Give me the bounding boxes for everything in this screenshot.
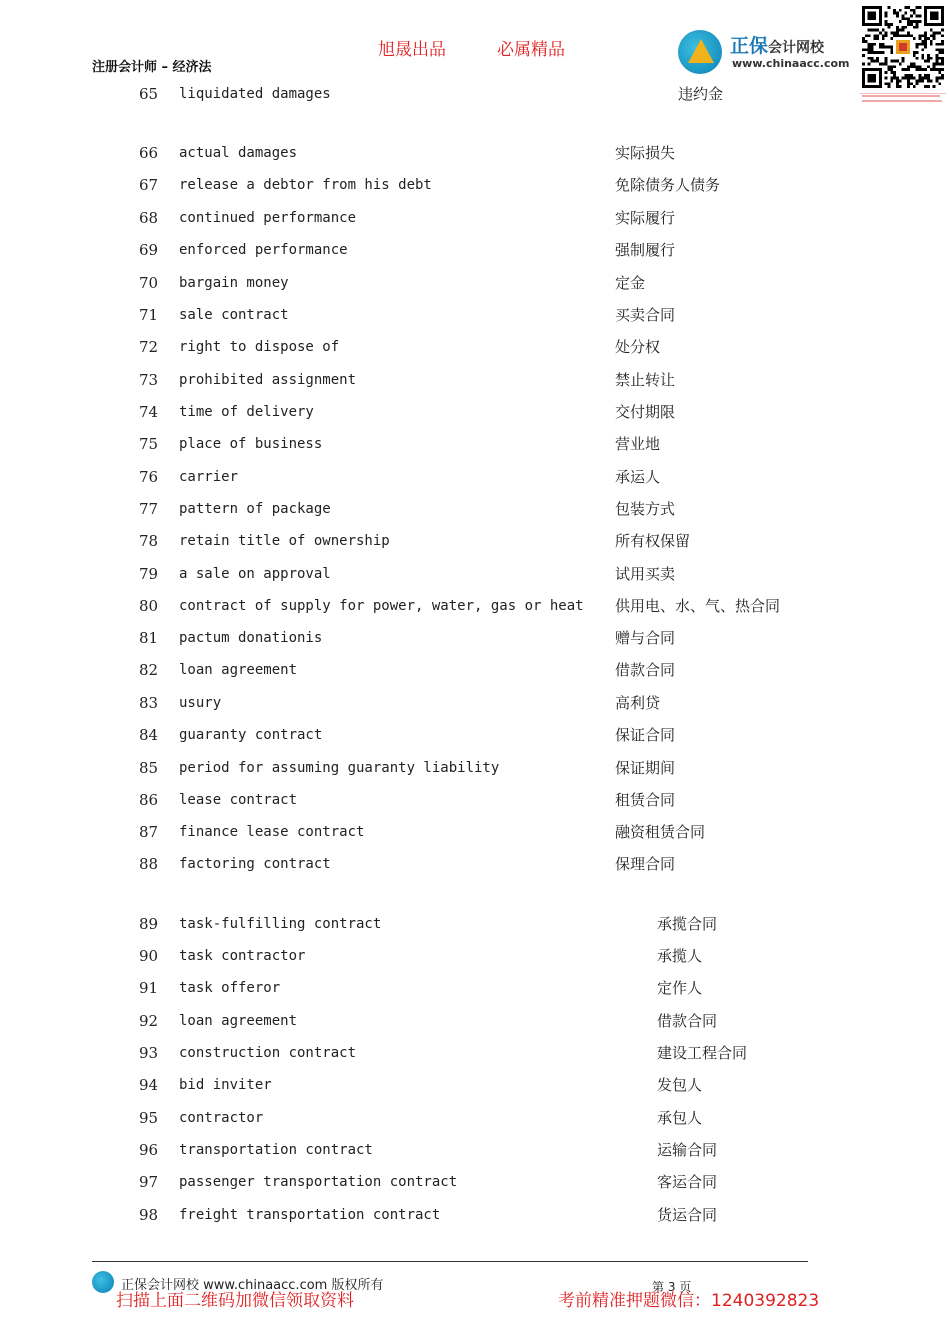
- term-row: [0, 691, 950, 715]
- term-english: freight transportation contract: [179, 1207, 441, 1223]
- term-english: bid inviter: [179, 1077, 272, 1093]
- term-chinese: 实际损失: [615, 144, 676, 162]
- term-number: 81: [139, 629, 159, 647]
- term-row: [0, 1170, 950, 1194]
- term-number: 91: [139, 979, 159, 997]
- term-chinese: 定作人: [657, 979, 703, 997]
- term-row: [0, 173, 950, 197]
- term-number: 92: [139, 1012, 159, 1030]
- term-chinese: 买卖合同: [615, 306, 676, 324]
- term-number: 83: [139, 694, 159, 712]
- term-chinese: 发包人: [657, 1076, 703, 1094]
- term-number: 80: [139, 597, 159, 615]
- term-number: 95: [139, 1109, 159, 1127]
- term-chinese: 承揽合同: [657, 915, 718, 933]
- term-english: pactum donationis: [179, 630, 323, 646]
- term-english: factoring contract: [179, 856, 331, 872]
- course-title: 注册会计师 – 经济法: [92, 60, 212, 75]
- term-english: transportation contract: [179, 1142, 373, 1158]
- term-english: right to dispose of: [179, 339, 340, 355]
- term-number: 94: [139, 1076, 159, 1094]
- term-english: lease contract: [179, 792, 298, 808]
- footer-promo-left: 扫描上面二维码加微信领取资料: [116, 1291, 354, 1311]
- term-row: [0, 1041, 950, 1065]
- term-english: continued performance: [179, 210, 357, 226]
- term-row: [0, 368, 950, 392]
- term-chinese: 交付期限: [615, 403, 676, 421]
- term-row: [0, 1106, 950, 1130]
- footer-divider: [92, 1261, 808, 1262]
- term-row: [0, 335, 950, 359]
- term-row: [0, 432, 950, 456]
- term-chinese: 试用买卖: [615, 565, 676, 583]
- term-english: a sale on approval: [179, 566, 331, 582]
- term-row: [0, 852, 950, 876]
- term-number: 68: [139, 209, 159, 227]
- term-chinese: 承包人: [657, 1109, 703, 1127]
- term-row: [0, 238, 950, 262]
- term-number: 86: [139, 791, 159, 809]
- term-chinese: 强制履行: [615, 241, 676, 259]
- term-row: [0, 82, 950, 106]
- term-english: actual damages: [179, 145, 298, 161]
- term-number: 98: [139, 1206, 159, 1224]
- term-row: [0, 594, 950, 618]
- term-english: construction contract: [179, 1045, 357, 1061]
- term-row: [0, 465, 950, 489]
- term-row: [0, 626, 950, 650]
- slogan-left: 旭晟出品: [378, 40, 446, 60]
- term-row: [0, 529, 950, 553]
- brand-name: 正保会计网校: [730, 35, 825, 57]
- term-english: pattern of package: [179, 501, 331, 517]
- term-chinese: 借款合同: [657, 1012, 718, 1030]
- term-row: [0, 271, 950, 295]
- term-chinese: 供用电、水、气、热合同: [615, 597, 781, 615]
- term-chinese: 所有权保留: [615, 532, 691, 550]
- term-english: task contractor: [179, 948, 306, 964]
- footer-logo-icon: [92, 1271, 114, 1293]
- term-chinese: 保理合同: [615, 855, 676, 873]
- term-chinese: 处分权: [615, 338, 661, 356]
- term-number: 73: [139, 371, 159, 389]
- term-row: [0, 723, 950, 747]
- footer-copyright: 正保会计网校 www.chinaacc.com 版权所有: [121, 1278, 384, 1293]
- term-english: guaranty contract: [179, 727, 323, 743]
- term-english: enforced performance: [179, 242, 348, 258]
- term-row: [0, 562, 950, 586]
- term-chinese: 保证期间: [615, 759, 676, 777]
- term-number: 79: [139, 565, 159, 583]
- term-chinese: 赠与合同: [615, 629, 676, 647]
- term-english: usury: [179, 695, 222, 711]
- term-number: 82: [139, 661, 159, 679]
- term-number: 89: [139, 915, 159, 933]
- term-number: 85: [139, 759, 159, 777]
- term-row: [0, 206, 950, 230]
- term-row: [0, 1073, 950, 1097]
- term-english: passenger transportation contract: [179, 1174, 458, 1190]
- term-chinese: 承运人: [615, 468, 661, 486]
- term-number: 74: [139, 403, 159, 421]
- term-english: time of delivery: [179, 404, 314, 420]
- footer-promo-right: 考前精准押题微信：1240392823: [558, 1291, 820, 1311]
- slogan-right: 必属精品: [497, 40, 565, 60]
- term-row: [0, 658, 950, 682]
- term-english: carrier: [179, 469, 239, 485]
- term-english: finance lease contract: [179, 824, 365, 840]
- term-number: 67: [139, 176, 159, 194]
- term-chinese: 实际履行: [615, 209, 676, 227]
- term-english: loan agreement: [179, 662, 298, 678]
- term-number: 93: [139, 1044, 159, 1062]
- term-english: contract of supply for power, water, gas or heat: [179, 598, 584, 614]
- term-chinese: 客运合同: [657, 1173, 718, 1191]
- term-chinese: 借款合同: [615, 661, 676, 679]
- term-english: contractor: [179, 1110, 264, 1126]
- term-chinese: 营业地: [615, 435, 661, 453]
- term-chinese: 高利贷: [615, 694, 661, 712]
- term-number: 76: [139, 468, 159, 486]
- term-english: place of business: [179, 436, 323, 452]
- term-english: liquidated damages: [179, 86, 331, 102]
- term-number: 70: [139, 274, 159, 292]
- term-number: 84: [139, 726, 159, 744]
- term-english: prohibited assignment: [179, 372, 357, 388]
- term-number: 97: [139, 1173, 159, 1191]
- term-chinese: 货运合同: [657, 1206, 718, 1224]
- term-chinese: 承揽人: [657, 947, 703, 965]
- term-chinese: 融资租赁合同: [615, 823, 706, 841]
- term-row: [0, 912, 950, 936]
- term-english: task offeror: [179, 980, 281, 996]
- term-row: [0, 788, 950, 812]
- term-row: [0, 1203, 950, 1227]
- term-number: 71: [139, 306, 159, 324]
- page-number: 第 3 页: [652, 1280, 692, 1294]
- term-chinese: 包装方式: [615, 500, 676, 518]
- term-number: 69: [139, 241, 159, 259]
- term-english: period for assuming guaranty liability: [179, 760, 500, 776]
- term-row: [0, 944, 950, 968]
- term-chinese: 禁止转让: [615, 371, 676, 389]
- term-chinese: 免除债务人债务: [615, 176, 721, 194]
- term-number: 75: [139, 435, 159, 453]
- term-row: [0, 141, 950, 165]
- brand-url: www.chinaacc.com: [732, 57, 850, 70]
- term-english: retain title of ownership: [179, 533, 390, 549]
- term-number: 77: [139, 500, 159, 518]
- brand-logo-icon: [678, 30, 722, 74]
- term-english: task-fulfilling contract: [179, 916, 382, 932]
- term-english: bargain money: [179, 275, 289, 291]
- term-chinese: 违约金: [678, 85, 724, 103]
- term-row: [0, 820, 950, 844]
- term-row: [0, 1009, 950, 1033]
- term-row: [0, 400, 950, 424]
- brand-logo[interactable]: [678, 30, 858, 76]
- term-chinese: 运输合同: [657, 1141, 718, 1159]
- term-number: 78: [139, 532, 159, 550]
- term-chinese: 定金: [615, 274, 646, 292]
- term-number: 87: [139, 823, 159, 841]
- term-row: [0, 1138, 950, 1162]
- term-chinese: 建设工程合同: [657, 1044, 748, 1062]
- term-row: [0, 303, 950, 327]
- term-english: sale contract: [179, 307, 289, 323]
- term-row: [0, 497, 950, 521]
- term-number: 66: [139, 144, 159, 162]
- term-number: 65: [139, 85, 159, 103]
- term-number: 88: [139, 855, 159, 873]
- term-chinese: 租赁合同: [615, 791, 676, 809]
- term-number: 72: [139, 338, 159, 356]
- term-number: 96: [139, 1141, 159, 1159]
- term-row: [0, 976, 950, 1000]
- term-chinese: 保证合同: [615, 726, 676, 744]
- term-english: loan agreement: [179, 1013, 298, 1029]
- qr-code-icon: [862, 6, 944, 88]
- term-english: release a debtor from his debt: [179, 177, 432, 193]
- term-number: 90: [139, 947, 159, 965]
- term-row: [0, 756, 950, 780]
